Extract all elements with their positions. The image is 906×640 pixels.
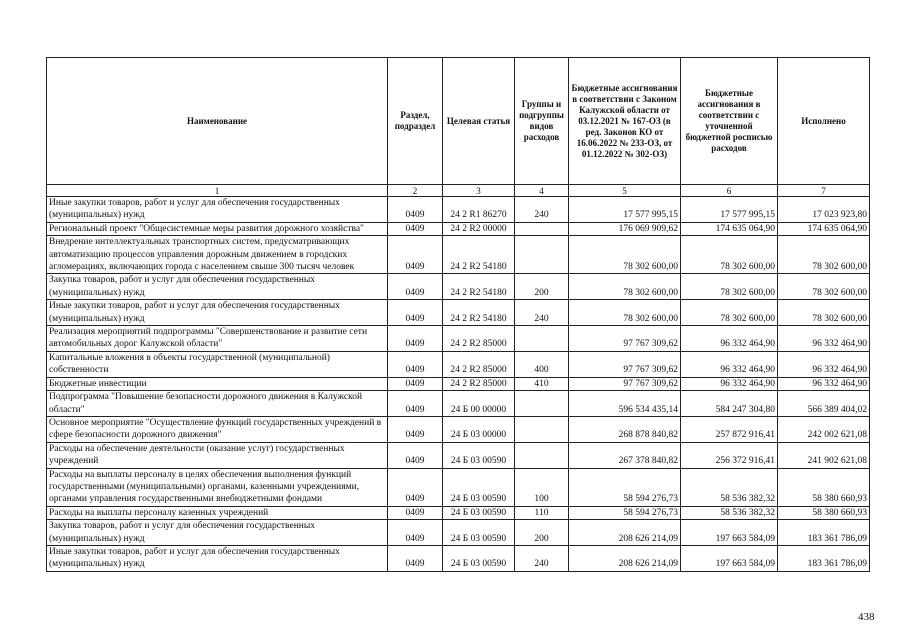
row-group-cell: 110 bbox=[515, 506, 569, 519]
table-body bbox=[47, 197, 870, 572]
row-article-cell: 24 2 R2 54180 bbox=[443, 236, 515, 274]
row-section-cell: 0409 bbox=[388, 545, 443, 571]
row-executed-amount-cell: 78 302 600,00 bbox=[778, 236, 870, 274]
row-name-cell: Закупка товаров, работ и услуг для обеспечения государственных (муниципальных) нужд bbox=[47, 274, 388, 300]
row-planned-amount-cell: 256 372 916,41 bbox=[681, 442, 778, 468]
row-name-cell: Бюджетные инвестиции bbox=[47, 377, 388, 390]
row-planned-amount-cell: 174 635 064,90 bbox=[681, 222, 778, 235]
row-group-cell bbox=[515, 236, 569, 274]
row-group-cell: 100 bbox=[515, 468, 569, 506]
row-planned-amount-cell: 58 536 382,32 bbox=[681, 468, 778, 506]
table-row bbox=[47, 468, 870, 506]
row-law-amount-cell: 97 767 309,62 bbox=[569, 377, 681, 390]
row-article-cell: 24 Б 03 00590 bbox=[443, 468, 515, 506]
row-planned-amount-cell: 78 302 600,00 bbox=[681, 236, 778, 274]
column-number: 7 bbox=[778, 185, 870, 197]
row-name-cell: Капитальные вложения в объекты государственной (муниципальной) собственности bbox=[47, 351, 388, 377]
row-law-amount-cell: 97 767 309,62 bbox=[569, 326, 681, 352]
table-row bbox=[47, 377, 870, 390]
row-name-cell: Иные закупки товаров, работ и услуг для обеспечения государственных (муниципальных) нужд bbox=[47, 197, 388, 223]
row-group-cell: 400 bbox=[515, 351, 569, 377]
row-law-amount-cell: 58 594 276,73 bbox=[569, 468, 681, 506]
row-group-cell: 410 bbox=[515, 377, 569, 390]
row-executed-amount-cell: 174 635 064,90 bbox=[778, 222, 870, 235]
row-article-cell: 24 2 R1 86270 bbox=[443, 197, 515, 223]
row-name-cell: Расходы на выплаты персоналу в целях обеспечения выполнения функций государственными (муниципальными) органами, казенными учреждениями, органами управления государственными внебюджетными фондами bbox=[47, 468, 388, 506]
row-planned-amount-cell: 96 332 464,90 bbox=[681, 377, 778, 390]
row-name-cell: Расходы на выплаты персоналу казенных учреждений bbox=[47, 506, 388, 519]
row-executed-amount-cell: 78 302 600,00 bbox=[778, 300, 870, 326]
column-number: 2 bbox=[388, 185, 443, 197]
row-section-cell: 0409 bbox=[388, 377, 443, 390]
row-planned-amount-cell: 197 663 584,09 bbox=[681, 520, 778, 546]
row-law-amount-cell: 176 069 909,62 bbox=[569, 222, 681, 235]
table-row bbox=[47, 506, 870, 519]
row-article-cell: 24 2 R2 85000 bbox=[443, 326, 515, 352]
table-row bbox=[47, 300, 870, 326]
row-group-cell: 240 bbox=[515, 197, 569, 223]
row-section-cell: 0409 bbox=[388, 300, 443, 326]
header-section: Раздел, подраздел bbox=[388, 58, 443, 185]
row-planned-amount-cell: 584 247 304,80 bbox=[681, 391, 778, 417]
row-planned-amount-cell: 58 536 382,32 bbox=[681, 506, 778, 519]
column-number: 1 bbox=[47, 185, 388, 197]
row-group-cell bbox=[515, 222, 569, 235]
row-executed-amount-cell: 566 389 404,02 bbox=[778, 391, 870, 417]
row-section-cell: 0409 bbox=[388, 468, 443, 506]
header-group: Группы и подгруппы видов расходов bbox=[515, 58, 569, 185]
row-executed-amount-cell: 242 002 621,08 bbox=[778, 416, 870, 442]
row-section-cell: 0409 bbox=[388, 197, 443, 223]
column-number-row bbox=[47, 185, 870, 197]
row-name-cell: Иные закупки товаров, работ и услуг для обеспечения государственных (муниципальных) нужд bbox=[47, 300, 388, 326]
row-executed-amount-cell: 183 361 786,09 bbox=[778, 520, 870, 546]
table-row bbox=[47, 520, 870, 546]
row-article-cell: 24 2 R2 00000 bbox=[443, 222, 515, 235]
table-row bbox=[47, 442, 870, 468]
header-planned-allocation: Бюджетные ассигнования в соответствии с уточненной бюджетной росписью расходов bbox=[681, 58, 778, 185]
row-law-amount-cell: 268 878 840,82 bbox=[569, 416, 681, 442]
table-row bbox=[47, 545, 870, 571]
row-executed-amount-cell: 96 332 464,90 bbox=[778, 326, 870, 352]
row-law-amount-cell: 78 302 600,00 bbox=[569, 274, 681, 300]
table-row bbox=[47, 416, 870, 442]
table-row bbox=[47, 236, 870, 274]
row-group-cell: 200 bbox=[515, 274, 569, 300]
row-executed-amount-cell: 17 023 923,80 bbox=[778, 197, 870, 223]
table-row bbox=[47, 351, 870, 377]
row-name-cell: Закупка товаров, работ и услуг для обеспечения государственных (муниципальных) нужд bbox=[47, 520, 388, 546]
row-executed-amount-cell: 241 902 621,08 bbox=[778, 442, 870, 468]
row-section-cell: 0409 bbox=[388, 442, 443, 468]
row-law-amount-cell: 97 767 309,62 bbox=[569, 351, 681, 377]
row-group-cell bbox=[515, 416, 569, 442]
row-planned-amount-cell: 78 302 600,00 bbox=[681, 274, 778, 300]
row-law-amount-cell: 267 378 840,82 bbox=[569, 442, 681, 468]
table-row bbox=[47, 274, 870, 300]
row-group-cell: 240 bbox=[515, 545, 569, 571]
row-executed-amount-cell: 58 380 660,93 bbox=[778, 468, 870, 506]
row-section-cell: 0409 bbox=[388, 236, 443, 274]
row-article-cell: 24 Б 03 00590 bbox=[443, 520, 515, 546]
row-group-cell bbox=[515, 442, 569, 468]
table-row bbox=[47, 391, 870, 417]
header-law-allocation: Бюджетные ассигнования в соответствии с Законом Калужской области от 03.12.2021 № 167-ОЗ (в ред. Законов КО от 16.06.2022 № 233-ОЗ, от 01.12.2022 № 302-ОЗ) bbox=[569, 58, 681, 185]
row-planned-amount-cell: 96 332 464,90 bbox=[681, 351, 778, 377]
page-number: 438 bbox=[858, 611, 875, 623]
row-planned-amount-cell: 96 332 464,90 bbox=[681, 326, 778, 352]
row-name-cell: Иные закупки товаров, работ и услуг для обеспечения государственных (муниципальных) нужд bbox=[47, 545, 388, 571]
row-name-cell: Реализация мероприятий подпрограммы "Совершенствование и развитие сети автомобильных дорог Калужской области" bbox=[47, 326, 388, 352]
budget-table bbox=[46, 57, 870, 572]
row-article-cell: 24 Б 03 00000 bbox=[443, 416, 515, 442]
row-article-cell: 24 Б 00 00000 bbox=[443, 391, 515, 417]
row-section-cell: 0409 bbox=[388, 351, 443, 377]
row-planned-amount-cell: 17 577 995,15 bbox=[681, 197, 778, 223]
row-article-cell: 24 2 R2 54180 bbox=[443, 300, 515, 326]
row-planned-amount-cell: 257 872 916,41 bbox=[681, 416, 778, 442]
row-section-cell: 0409 bbox=[388, 506, 443, 519]
row-planned-amount-cell: 78 302 600,00 bbox=[681, 300, 778, 326]
row-name-cell: Внедрение интеллектуальных транспортных систем, предусматривающих автоматизацию процессов управления дорожным движением в городских агломерациях, включающих города с населением свыше 300 тысяч человек bbox=[47, 236, 388, 274]
column-number: 4 bbox=[515, 185, 569, 197]
row-law-amount-cell: 596 534 435,14 bbox=[569, 391, 681, 417]
column-number: 3 bbox=[443, 185, 515, 197]
header-row bbox=[47, 58, 870, 185]
row-group-cell: 200 bbox=[515, 520, 569, 546]
row-article-cell: 24 Б 03 00590 bbox=[443, 442, 515, 468]
row-executed-amount-cell: 96 332 464,90 bbox=[778, 351, 870, 377]
row-section-cell: 0409 bbox=[388, 274, 443, 300]
row-article-cell: 24 Б 03 00590 bbox=[443, 506, 515, 519]
row-name-cell: Региональный проект "Общесистемные меры развития дорожного хозяйства" bbox=[47, 222, 388, 235]
row-executed-amount-cell: 96 332 464,90 bbox=[778, 377, 870, 390]
column-number: 6 bbox=[681, 185, 778, 197]
row-name-cell: Подпрограмма "Повышение безопасности дорожного движения в Калужской области" bbox=[47, 391, 388, 417]
row-name-cell: Расходы на обеспечение деятельности (оказание услуг) государственных учреждений bbox=[47, 442, 388, 468]
row-law-amount-cell: 78 302 600,00 bbox=[569, 236, 681, 274]
row-law-amount-cell: 78 302 600,00 bbox=[569, 300, 681, 326]
row-section-cell: 0409 bbox=[388, 222, 443, 235]
row-law-amount-cell: 208 626 214,09 bbox=[569, 520, 681, 546]
table-row bbox=[47, 326, 870, 352]
header-article: Целевая статья bbox=[443, 58, 515, 185]
row-executed-amount-cell: 58 380 660,93 bbox=[778, 506, 870, 519]
row-article-cell: 24 2 R2 85000 bbox=[443, 377, 515, 390]
row-article-cell: 24 2 R2 54180 bbox=[443, 274, 515, 300]
row-article-cell: 24 2 R2 85000 bbox=[443, 351, 515, 377]
table-row bbox=[47, 197, 870, 223]
row-executed-amount-cell: 183 361 786,09 bbox=[778, 545, 870, 571]
header-executed: Исполнено bbox=[778, 58, 870, 185]
row-law-amount-cell: 58 594 276,73 bbox=[569, 506, 681, 519]
row-section-cell: 0409 bbox=[388, 416, 443, 442]
row-article-cell: 24 Б 03 00590 bbox=[443, 545, 515, 571]
row-group-cell: 240 bbox=[515, 300, 569, 326]
row-name-cell: Основное мероприятие "Осуществление функций государственных учреждений в сфере безопасности дорожного движения" bbox=[47, 416, 388, 442]
row-law-amount-cell: 17 577 995,15 bbox=[569, 197, 681, 223]
row-group-cell bbox=[515, 326, 569, 352]
column-number: 5 bbox=[569, 185, 681, 197]
header-name: Наименование bbox=[47, 58, 388, 185]
row-section-cell: 0409 bbox=[388, 326, 443, 352]
row-section-cell: 0409 bbox=[388, 391, 443, 417]
row-law-amount-cell: 208 626 214,09 bbox=[569, 545, 681, 571]
table-row bbox=[47, 222, 870, 235]
row-group-cell bbox=[515, 391, 569, 417]
row-section-cell: 0409 bbox=[388, 520, 443, 546]
row-planned-amount-cell: 197 663 584,09 bbox=[681, 545, 778, 571]
row-executed-amount-cell: 78 302 600,00 bbox=[778, 274, 870, 300]
